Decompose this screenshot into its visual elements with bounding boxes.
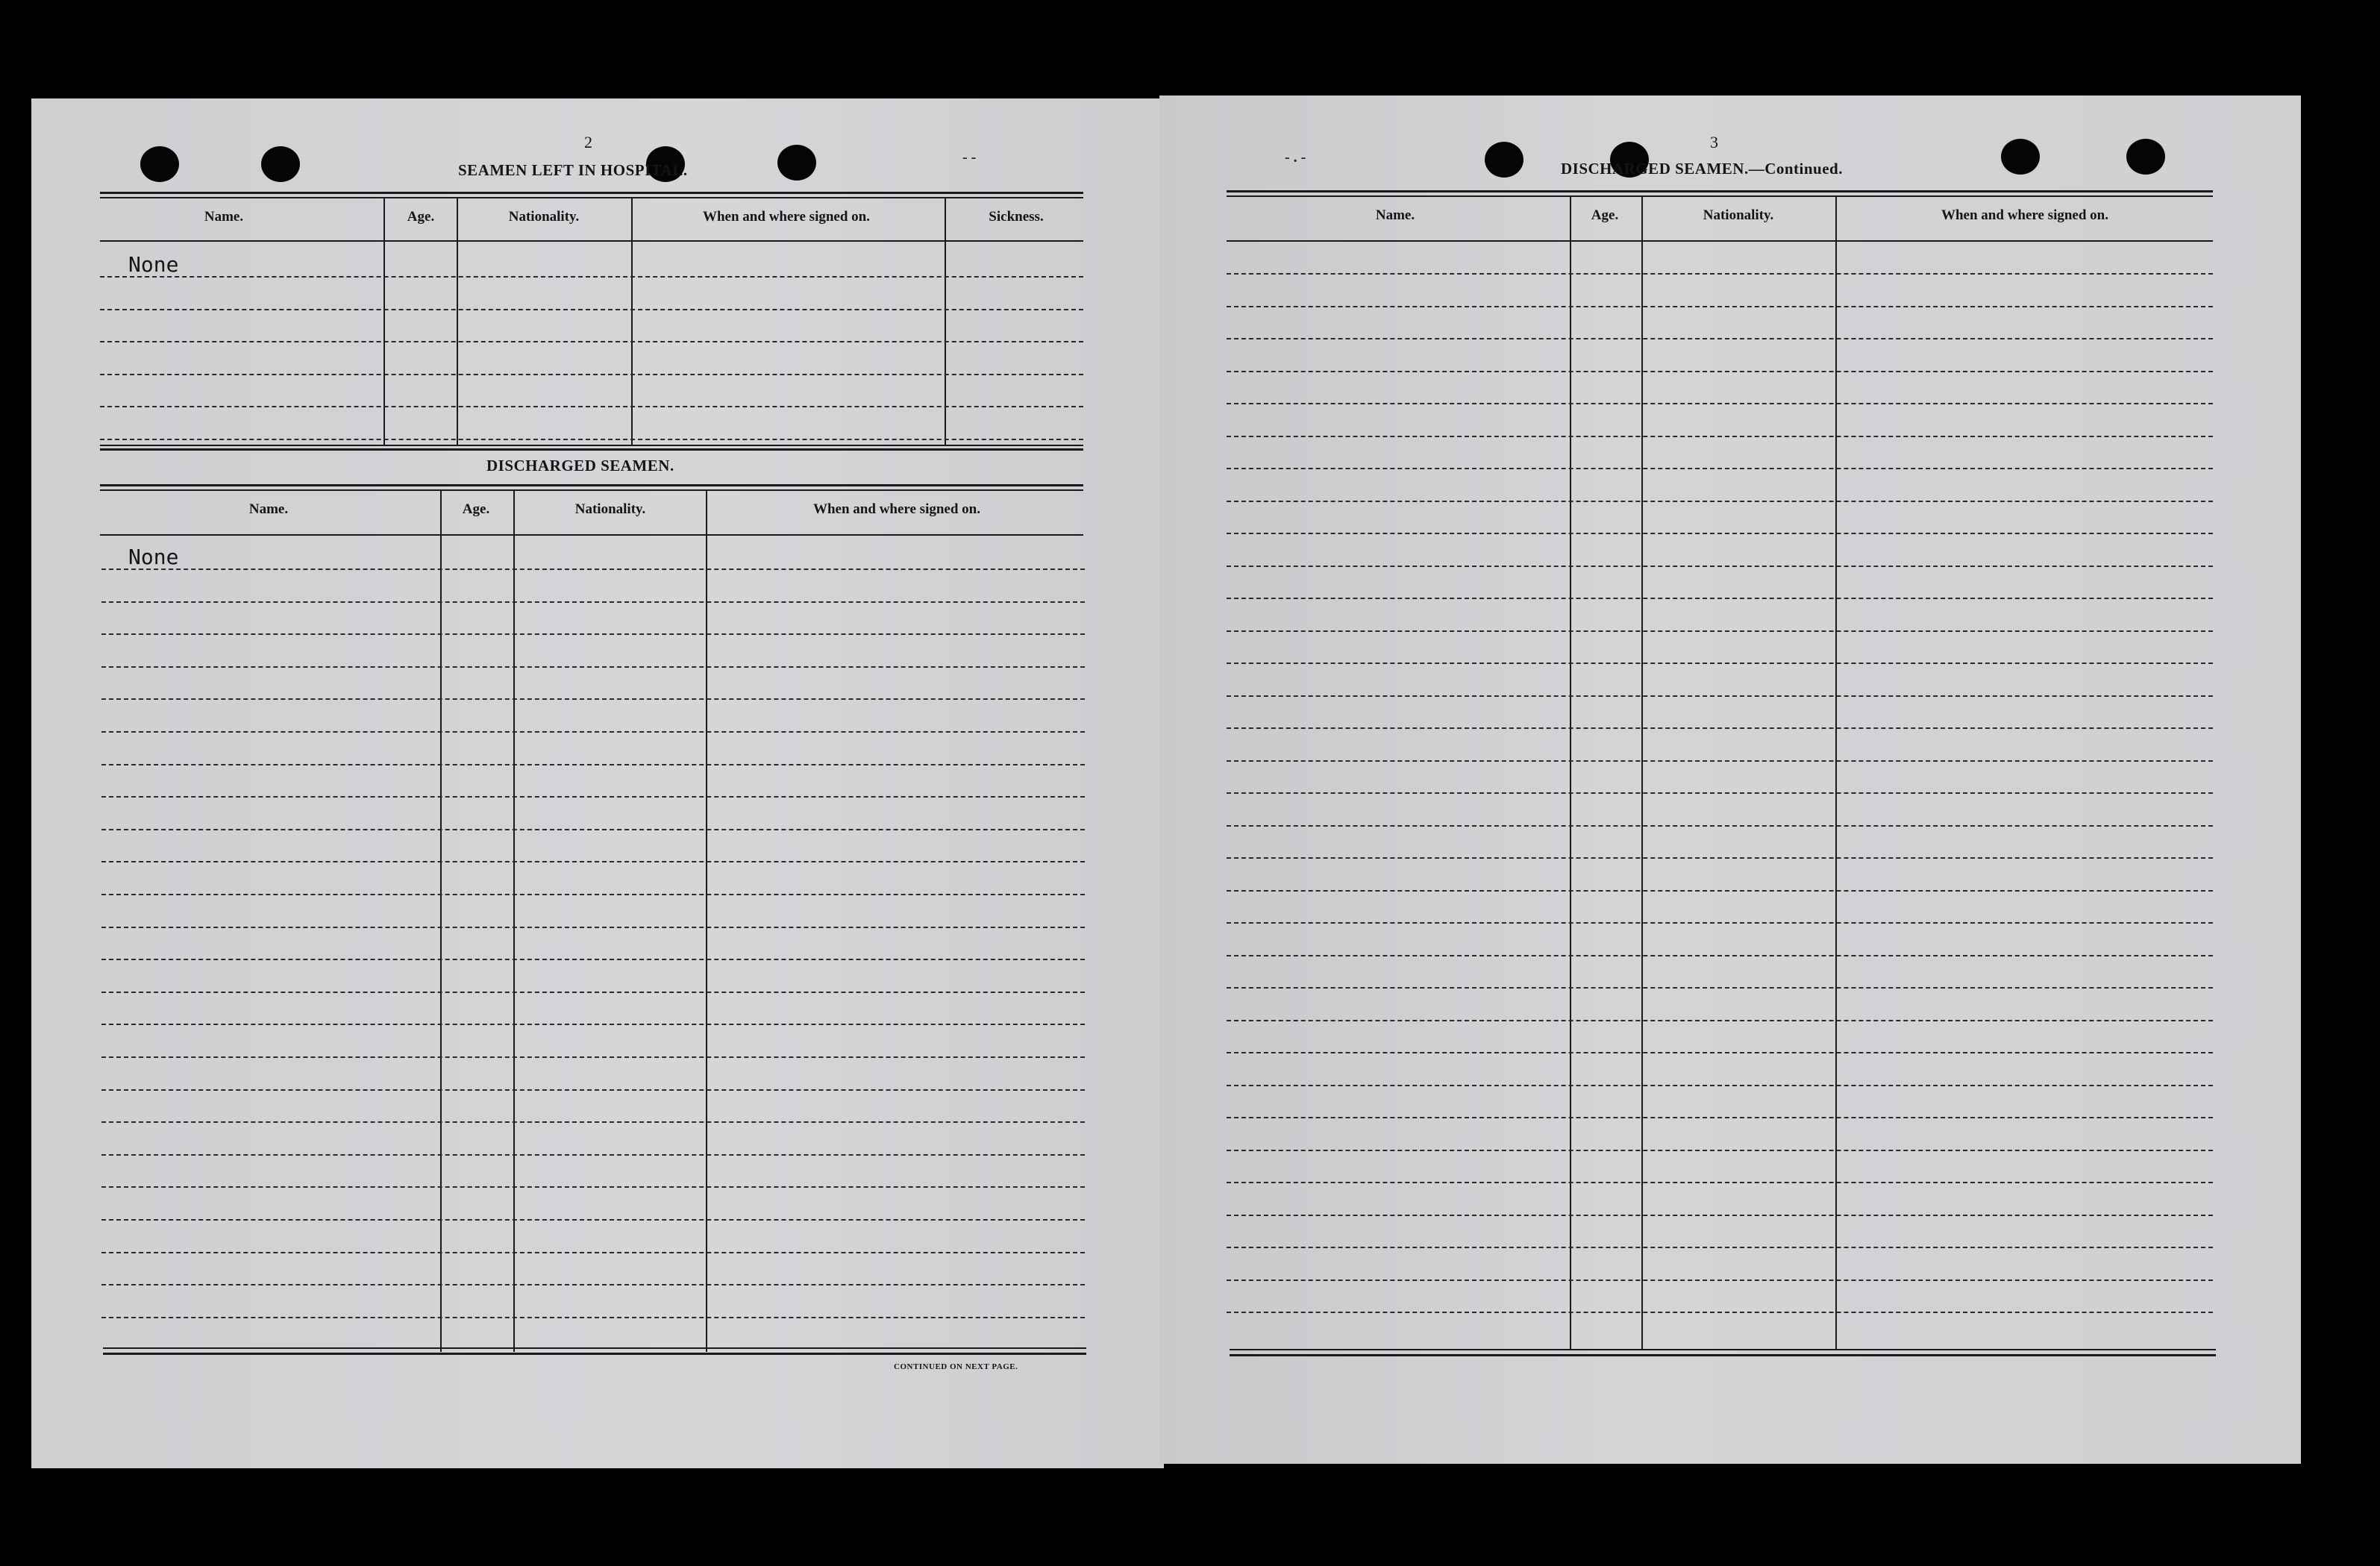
column-header-age: Age. [1591, 207, 1619, 223]
discharged-entry: None [128, 545, 179, 569]
table-rule [1230, 1354, 2216, 1356]
ruled-line [1227, 663, 2213, 664]
ruled-line [1227, 1182, 2213, 1183]
column-divider [513, 491, 515, 1352]
table-rule [100, 489, 1083, 491]
ruled-line [101, 698, 1085, 700]
ruled-line [101, 959, 1085, 960]
ruled-line [101, 569, 1085, 570]
ruled-line [1227, 501, 2213, 502]
table-rule [100, 197, 1083, 198]
table-rule [100, 448, 1083, 451]
ruled-line [101, 1056, 1085, 1058]
table-rule [100, 484, 1083, 486]
column-header-nationality: Nationality. [574, 501, 646, 517]
punch-hole [140, 146, 179, 182]
continued-note: CONTINUED ON NEXT PAGE. [894, 1362, 1018, 1371]
ruled-line [1227, 1085, 2213, 1086]
ruled-line [1227, 760, 2213, 762]
column-divider [1835, 197, 1837, 1350]
table-rule [100, 192, 1083, 194]
page-number: 3 [1710, 133, 1718, 151]
ruled-line [1227, 1312, 2213, 1313]
column-header-age: Age. [407, 209, 435, 225]
punch-hole [777, 145, 816, 181]
column-divider [383, 198, 385, 445]
ruled-line [1227, 727, 2213, 729]
table-rule [103, 1347, 1086, 1349]
ruled-line [101, 764, 1085, 765]
column-header-name: Name. [248, 501, 289, 517]
left-page [31, 98, 1164, 1468]
ruled-line [101, 894, 1085, 895]
table-rule [100, 445, 1083, 446]
right-page [1159, 95, 2301, 1464]
column-header-name: Name. [204, 209, 244, 225]
ruled-line [1227, 403, 2213, 404]
column-header-age: Age. [462, 501, 490, 517]
ruled-line [101, 1024, 1085, 1025]
page-number: 2 [584, 133, 592, 151]
column-divider [631, 198, 633, 445]
ruled-line [1227, 273, 2213, 275]
punch-hole [2126, 139, 2165, 175]
ruled-line [1227, 890, 2213, 892]
discharged-section-title: DISCHARGED SEAMEN. [486, 457, 674, 475]
ruled-line [1227, 825, 2213, 827]
punch-hole [1485, 142, 1523, 178]
ruled-line [101, 1089, 1085, 1091]
ruled-line [100, 374, 1083, 375]
ruled-line [1227, 955, 2213, 956]
ruled-line [1227, 436, 2213, 437]
column-header-nationality: Nationality. [508, 209, 580, 225]
ruled-line [1227, 1117, 2213, 1118]
ruled-line [1227, 1247, 2213, 1248]
ruled-line [1227, 1280, 2213, 1281]
ruled-line [1227, 1150, 2213, 1151]
ruled-line [1227, 630, 2213, 632]
ruled-line [101, 1186, 1085, 1188]
ruled-line [1227, 566, 2213, 567]
ruled-line [1227, 1020, 2213, 1021]
table-rule [1227, 190, 2213, 192]
ruled-line [1227, 792, 2213, 794]
column-header-signed-on: When and where signed on. [702, 209, 871, 225]
column-header-signed-on: When and where signed on. [1941, 207, 2109, 223]
ruled-line [101, 1284, 1085, 1285]
table-rule [103, 1353, 1086, 1355]
ruled-line [1227, 695, 2213, 697]
ruled-line [101, 829, 1085, 830]
ruled-line [100, 341, 1083, 342]
ruled-line [100, 309, 1083, 310]
ruled-line [100, 276, 1083, 278]
continued-section-title: DISCHARGED SEAMEN.—Continued. [1561, 160, 1843, 178]
table-rule [1227, 195, 2213, 197]
ink-speck: - . - [1285, 149, 1306, 166]
ruled-line [101, 633, 1085, 635]
header-rule [100, 240, 1083, 242]
column-divider [945, 198, 946, 445]
ruled-line [1227, 1052, 2213, 1053]
punch-hole [2001, 139, 2040, 175]
column-header-name: Name. [1375, 207, 1415, 223]
column-divider [440, 491, 442, 1352]
header-rule [1227, 240, 2213, 242]
ruled-line [101, 796, 1085, 798]
ruled-line [101, 666, 1085, 668]
ruled-line [1227, 857, 2213, 859]
hospital-entry: None [128, 252, 179, 277]
ruled-line [1227, 987, 2213, 989]
punch-hole [261, 146, 300, 182]
column-header-nationality: Nationality. [1703, 207, 1774, 223]
ruled-line [100, 406, 1083, 407]
ruled-line [1227, 598, 2213, 599]
ruled-line [1227, 371, 2213, 372]
column-header-signed-on: When and where signed on. [812, 501, 981, 517]
ink-speck: - - [962, 149, 977, 166]
hospital-section-title: SEAMEN LEFT IN HOSPITAL. [458, 161, 688, 179]
ruled-line [101, 1121, 1085, 1123]
header-rule [100, 534, 1083, 536]
column-divider [706, 491, 707, 1352]
column-divider [1570, 197, 1571, 1350]
ruled-line [101, 992, 1085, 993]
ruled-line [1227, 468, 2213, 469]
ruled-line [101, 1252, 1085, 1253]
ruled-line [101, 1219, 1085, 1221]
ruled-line [1227, 1215, 2213, 1216]
ruled-line [1227, 338, 2213, 339]
column-header-sickness: Sickness. [989, 209, 1044, 225]
column-divider [1641, 197, 1643, 1350]
ruled-line [101, 861, 1085, 862]
ruled-line [1227, 533, 2213, 534]
ruled-line [101, 1317, 1085, 1318]
column-divider [457, 198, 458, 445]
table-rule [1230, 1349, 2216, 1350]
ruled-line [101, 731, 1085, 733]
ruled-line [1227, 922, 2213, 924]
ruled-line [101, 601, 1085, 603]
ruled-line [1227, 306, 2213, 307]
ruled-line [101, 927, 1085, 928]
ruled-line [101, 1154, 1085, 1156]
ruled-line [100, 439, 1083, 440]
